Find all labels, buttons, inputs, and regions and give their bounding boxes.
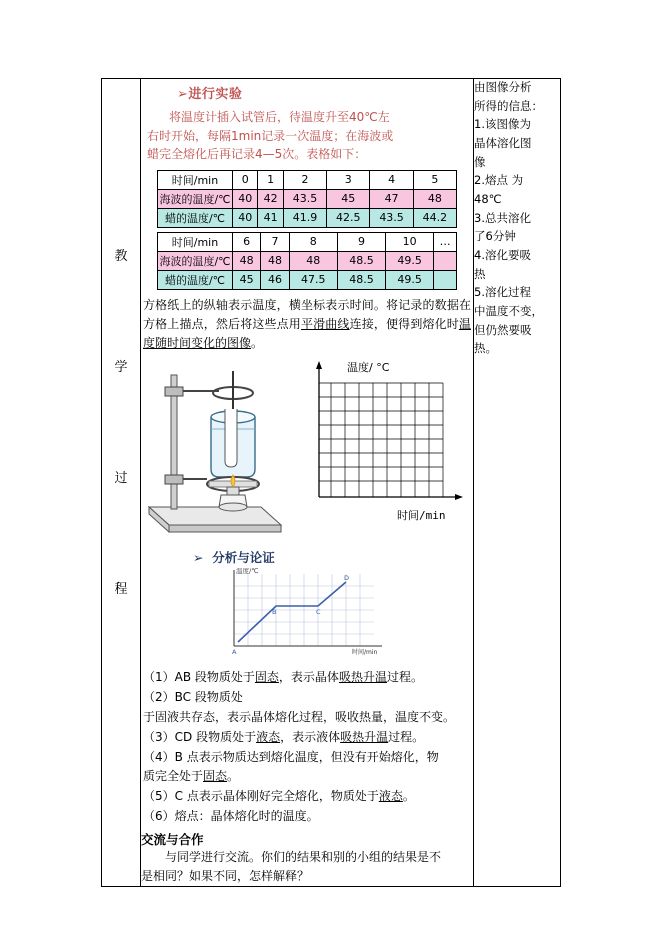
point-C: C bbox=[316, 608, 321, 617]
row-label: 蜡的温度/℃ bbox=[158, 270, 233, 289]
list-item: （5）C 点表示晶体刚好完全熔化，物质处于液态。 bbox=[143, 789, 415, 804]
x-axis-label: 时间/min bbox=[397, 509, 446, 523]
point-D: D bbox=[344, 574, 350, 583]
apparatus-svg bbox=[141, 357, 289, 542]
arrow-icon: ➢ bbox=[177, 87, 189, 102]
point-A: A bbox=[232, 648, 237, 657]
grid-svg bbox=[289, 357, 469, 542]
apparatus-illustration bbox=[141, 357, 289, 542]
label-column bbox=[102, 79, 141, 887]
arrow-icon: ➢ bbox=[193, 550, 204, 566]
row-label: 时间/min bbox=[158, 232, 233, 251]
y-axis-label: 温度/ °C bbox=[347, 361, 390, 375]
list-item: （3）CD 段物质处于液态，表示液体吸热升温过程。 bbox=[143, 729, 425, 744]
list-item: （4）B 点表示物质达到熔化温度，但没有开始熔化，物 bbox=[143, 749, 439, 764]
table-row: 蜡的温度/℃ 40 41 41.9 42.5 43.5 44.2 bbox=[158, 208, 457, 227]
table-row: 海波的温度/℃ 40 42 43.5 45 47 48 bbox=[158, 189, 457, 208]
table-row: 蜡的温度/℃ 45 46 47.5 48.5 49.5 bbox=[158, 270, 457, 289]
note-line: 中温度不变， bbox=[474, 304, 543, 319]
exchange-heading: 交流与合作 bbox=[141, 831, 204, 847]
note-line: 热 bbox=[474, 266, 486, 281]
lesson-plan-table bbox=[101, 78, 561, 887]
note-line: 5.溶化过程 bbox=[474, 285, 531, 300]
label-xue: 学 bbox=[114, 360, 128, 375]
plot-instruction-paragraph: 方格纸上的纵轴表示温度，横坐标表示时间。将记录的数据在方格上描点，然后将这些点用平滑曲线连接，便得到熔化时温度随时间变化的图像。 bbox=[143, 297, 471, 351]
note-line: 像 bbox=[474, 154, 486, 169]
label-guo: 过 bbox=[114, 471, 128, 486]
note-line: 48℃ bbox=[474, 192, 502, 207]
note-line: 3.总共溶化 bbox=[474, 210, 531, 225]
data-table-2 bbox=[157, 232, 457, 290]
note-line: 1.该图像为 bbox=[474, 117, 531, 132]
melting-curve-graph bbox=[212, 568, 402, 664]
experiment-intro: 将温度计插入试管后，待温度升至40℃左 右时开始，每隔1min记录一次温度；在海波或 蜡完全熔化后再记录4—5次。表格如下： bbox=[147, 110, 394, 162]
table-row: 海波的温度/℃ 48 48 48 48.5 49.5 bbox=[158, 251, 457, 270]
exchange-body: 与同学进行交流。你们的结果和别的小组的结果是不 是相同？如果不同，怎样解释？ bbox=[141, 849, 442, 883]
table-row: 时间/min 0 1 2 3 4 5 bbox=[158, 170, 457, 189]
small-graph-y-label: 温度/℃ bbox=[236, 568, 259, 576]
label-cheng: 程 bbox=[114, 582, 128, 597]
note-line: 晶体溶化图 bbox=[474, 136, 532, 151]
figure-row bbox=[141, 357, 473, 542]
blank-grid-graph bbox=[289, 357, 473, 542]
list-item: （1）AB 段物质处于固态，表示晶体吸热升温过程。 bbox=[143, 670, 423, 685]
main-content-cell bbox=[141, 79, 474, 887]
note-line: 热。 bbox=[474, 341, 497, 356]
note-line: 由图像分析 bbox=[474, 80, 532, 94]
note-line: 了6分钟 bbox=[474, 229, 516, 244]
data-table-1 bbox=[157, 170, 457, 228]
row-label: 蜡的温度/℃ bbox=[158, 208, 233, 227]
section-heading: ➢进行实验 bbox=[177, 87, 243, 102]
note-line: 4.溶化要吸 bbox=[474, 248, 531, 263]
label-jiao: 教 bbox=[114, 249, 128, 264]
table-row: 时间/min 6 7 8 9 10 … bbox=[158, 232, 457, 251]
note-line: 但仍然要吸 bbox=[474, 322, 532, 337]
row-label: 海波的温度/℃ bbox=[158, 251, 233, 270]
list-item: （2）BC 段物质处 bbox=[143, 690, 243, 705]
list-item: 于固液共存态，表示晶体熔化过程，吸收热量，温度不变。 bbox=[143, 709, 456, 724]
analysis-heading: ➢ 分析与论证 bbox=[193, 550, 275, 566]
point-B: B bbox=[272, 608, 277, 617]
list-item: （6）熔点：晶体熔化时的温度。 bbox=[143, 808, 319, 823]
row-label: 海波的温度/℃ bbox=[158, 189, 233, 208]
analysis-list bbox=[143, 668, 471, 826]
note-line: 2.熔点 为 bbox=[474, 173, 524, 188]
row-label: 时间/min bbox=[158, 170, 233, 189]
list-item: 质完全处于固态。 bbox=[143, 769, 240, 784]
note-line: 所得的信息： bbox=[474, 98, 543, 113]
right-notes-cell bbox=[474, 79, 561, 887]
small-graph-x-label: 时间/min bbox=[352, 649, 378, 657]
